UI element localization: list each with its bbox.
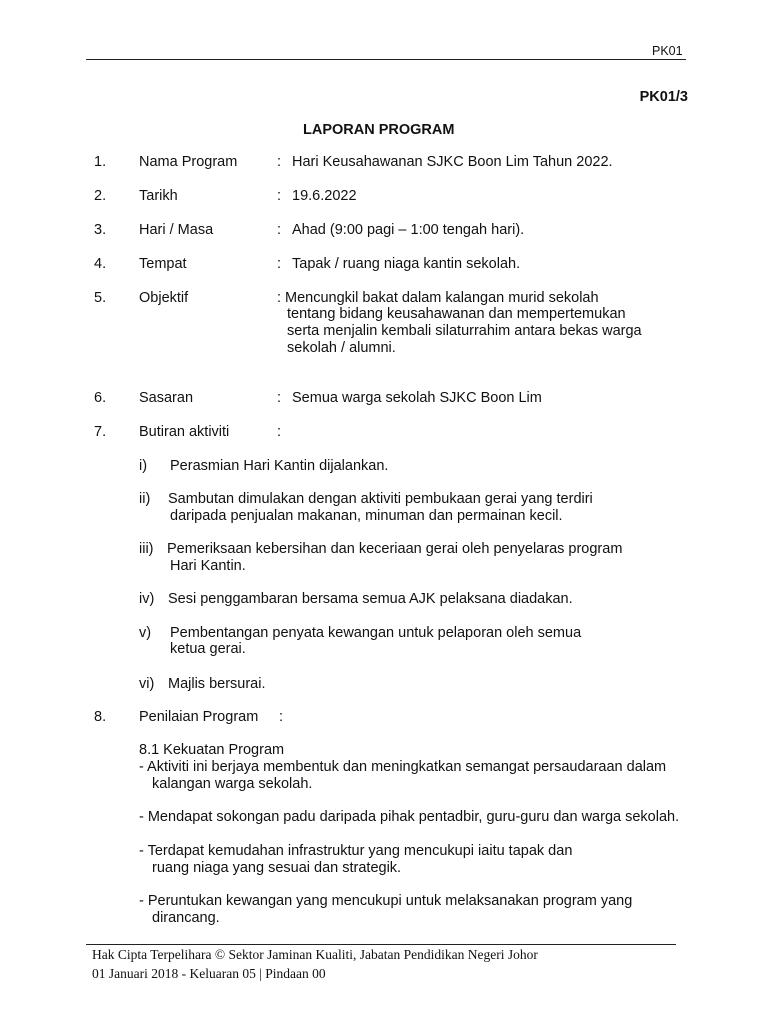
item-number: 3. [94,222,107,238]
item-value: Ahad (9:00 pagi – 1:00 tengah hari). [292,222,525,238]
item-label: Nama Program [139,154,238,170]
item-colon: : [277,390,282,406]
activity-text: Perasmian Hari Kantin dijalankan. [170,458,389,474]
activity-text: Sesi penggambaran bersama semua AJK pelaksana diadakan. [168,591,573,607]
item-number: 4. [94,256,107,272]
activity-marker: iv) [139,591,155,607]
evaluation-point: - Mendapat sokongan padu daripada pihak pentadbir, guru-guru dan warga sekolah. [139,809,680,825]
activity-text: daripada penjualan makanan, minuman dan permainan kecil. [170,508,563,524]
item-label: Tempat [139,256,187,272]
objective-line: tentang bidang keusahawanan dan mempertemukan [287,306,626,322]
footer-divider [86,944,676,945]
page-title: LAPORAN PROGRAM [303,122,455,138]
evaluation-point: ruang niaga yang sesuai dan strategik. [152,860,402,876]
item-number: 1. [94,154,107,170]
item-colon: : [277,188,282,204]
item-number: 7. [94,424,107,440]
evaluation-point: - Aktiviti ini berjaya membentuk dan meningkatkan semangat persaudaraan dalam [139,759,667,775]
item-number: 8. [94,709,107,725]
evaluation-point: dirancang. [152,910,220,926]
activity-marker: iii) [139,541,154,557]
item-label: Objektif [139,290,189,306]
activity-marker: vi) [139,676,155,692]
item-colon: : [277,154,282,170]
item-colon: : [277,290,282,306]
item-number: 5. [94,290,107,306]
item-label: Tarikh [139,188,178,204]
activity-marker: v) [139,625,152,641]
item-colon: : [279,709,284,725]
activity-text: Pembentangan penyata kewangan untuk pelaporan oleh semua [170,625,582,641]
document-code: PK01/3 [639,89,688,105]
item-value: Tapak / ruang niaga kantin sekolah. [292,256,521,272]
activity-text: Hari Kantin. [170,558,246,574]
item-number: 6. [94,390,107,406]
item-colon: : [277,222,282,238]
item-value: Semua warga sekolah SJKC Boon Lim [292,390,542,406]
footer-copyright: Hak Cipta Terpelihara © Sektor Jaminan Kualiti, Jabatan Pendidikan Negeri Johor [92,947,538,962]
form-code: PK01 [652,44,683,58]
objective-line: sekolah / alumni. [287,340,396,356]
activity-marker: i) [139,458,148,474]
item-value: 19.6.2022 [292,188,357,204]
activity-text: ketua gerai. [170,641,246,657]
section-subheading: 8.1 Kekuatan Program [139,742,285,758]
activity-marker: ii) [139,491,151,507]
item-label: Penilaian Program [139,709,259,725]
item-label: Butiran aktiviti [139,424,230,440]
item-label: Hari / Masa [139,222,214,238]
activity-text: Pemeriksaan kebersihan dan keceriaan gerai oleh penyelaras program [167,541,623,557]
item-number: 2. [94,188,107,204]
item-value: Hari Keusahawanan SJKC Boon Lim Tahun 2022. [292,154,613,170]
objective-line: serta menjalin kembali silaturrahim antara bekas warga [287,323,642,339]
activity-text: Majlis bersurai. [168,676,266,692]
header-divider [86,59,686,60]
evaluation-point: - Terdapat kemudahan infrastruktur yang mencukupi iaitu tapak dan [139,843,573,859]
item-colon: : [277,424,282,440]
item-label: Sasaran [139,390,194,406]
activity-text: Sambutan dimulakan dengan aktiviti pembukaan gerai yang terdiri [168,491,593,507]
evaluation-point: kalangan warga sekolah. [152,776,313,792]
item-colon: : [277,256,282,272]
objective-line: Mencungkil bakat dalam kalangan murid sekolah [285,290,599,306]
evaluation-point: - Peruntukan kewangan yang mencukupi untuk melaksanakan program yang [139,893,633,909]
footer-revision: 01 Januari 2018 - Keluaran 05 | Pindaan 00 [92,966,326,981]
